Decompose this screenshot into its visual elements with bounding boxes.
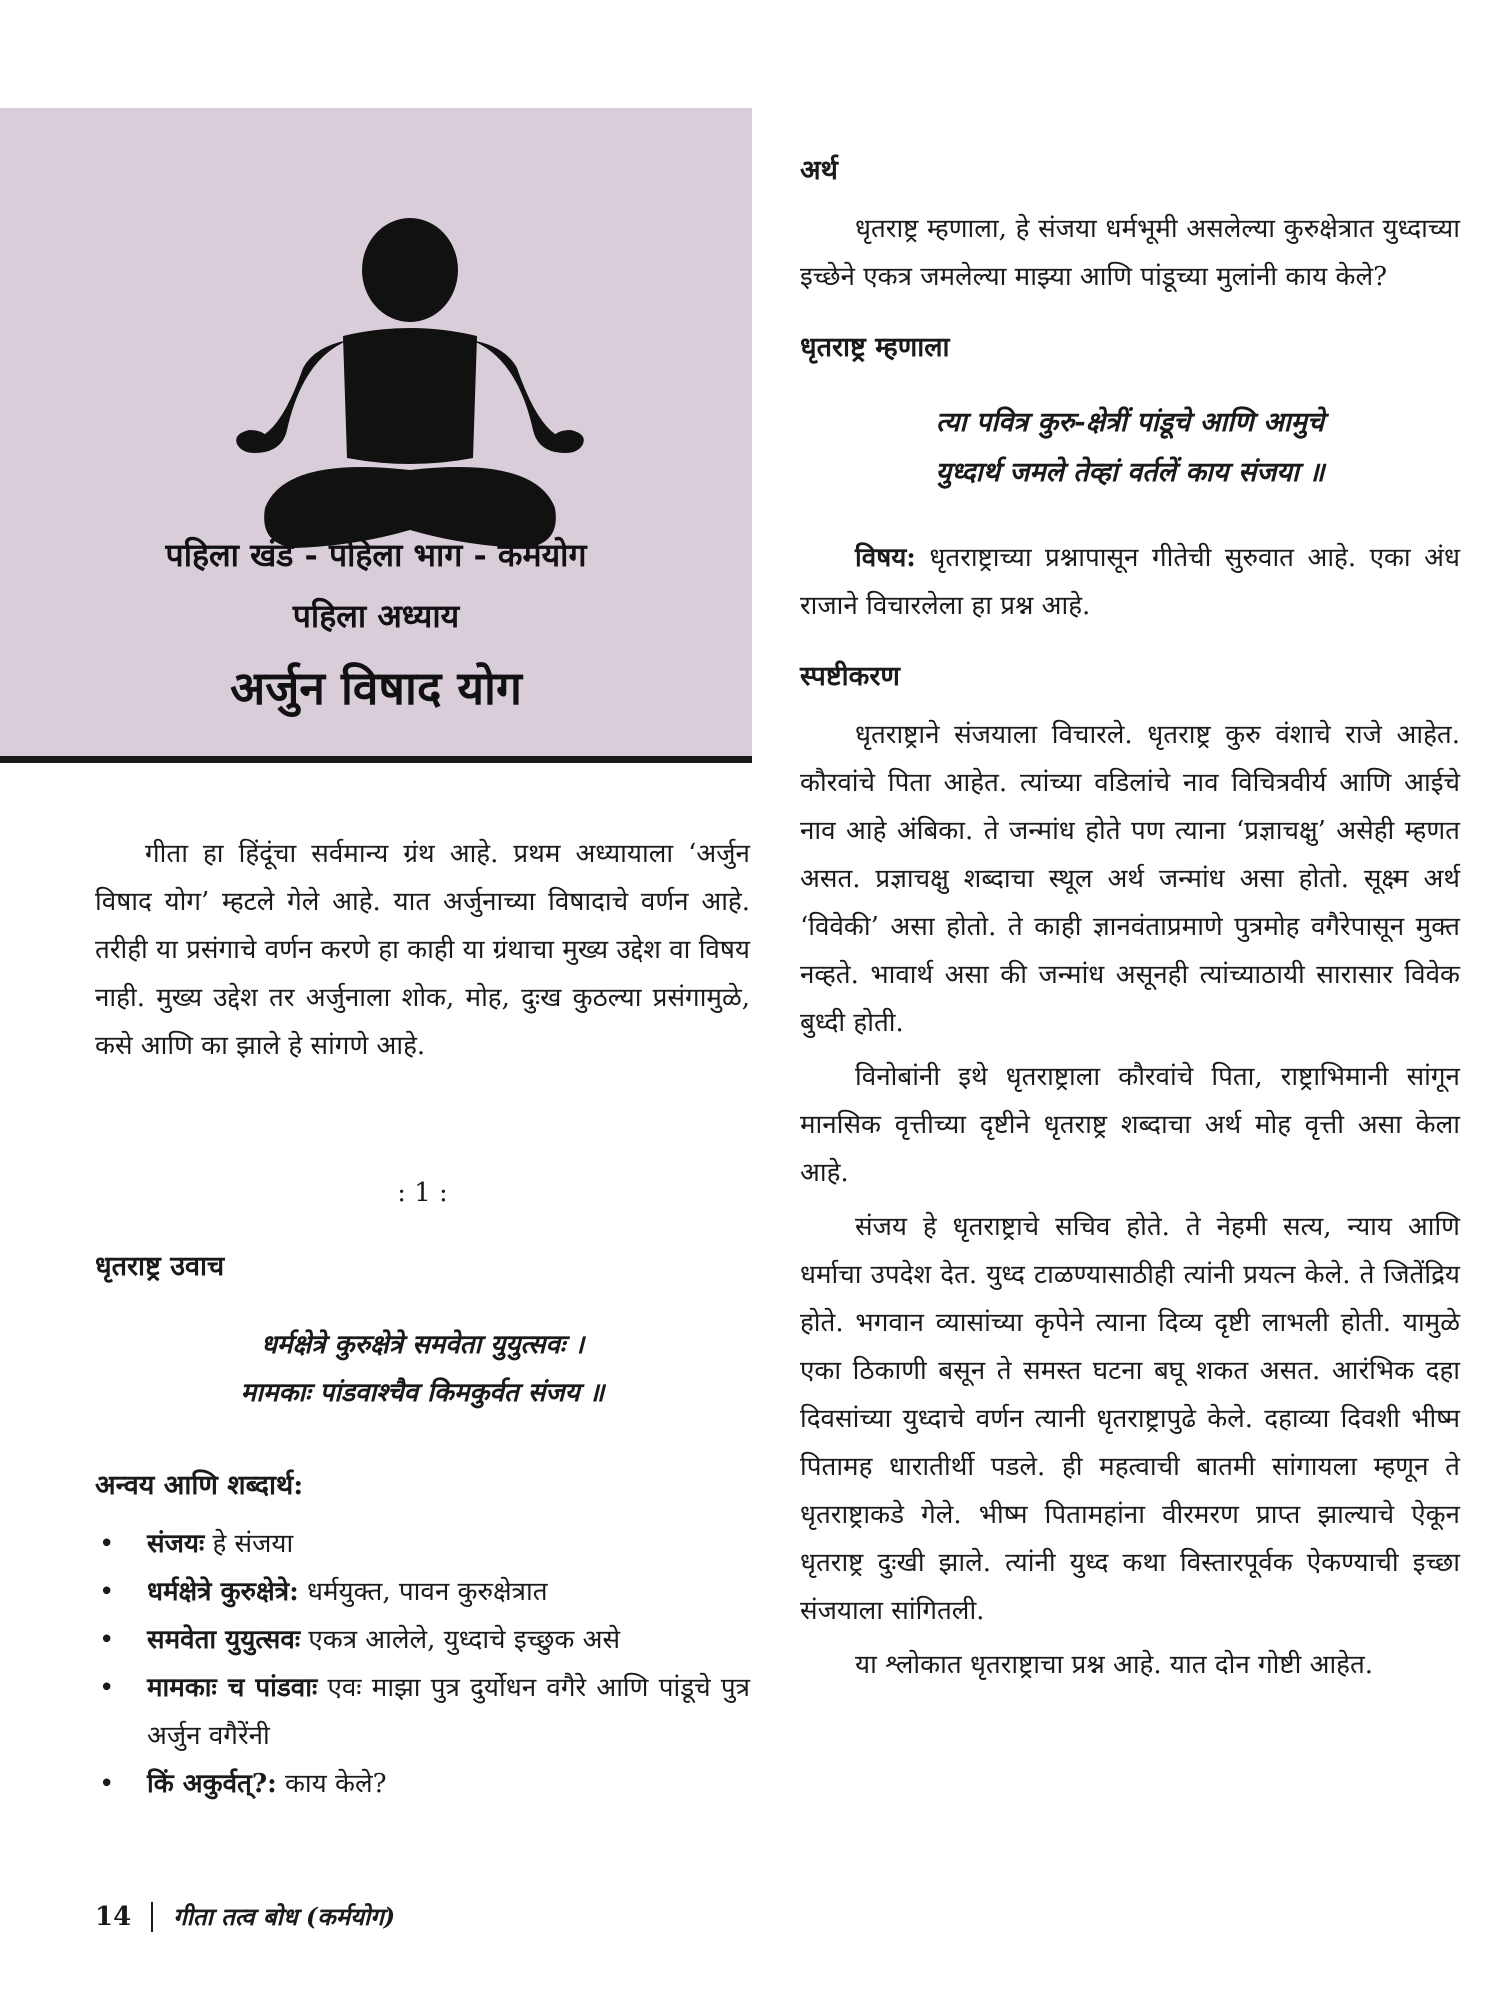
page-number: 14 xyxy=(95,1901,132,1932)
chapter-banner xyxy=(0,108,752,763)
marathi-verse-line-2: युध्दार्थ जमले तेव्हां वर्तलें काय संजया ॥ xyxy=(935,457,1325,488)
verse-number: : 1 : xyxy=(397,1178,448,1208)
meditation-figure-icon xyxy=(225,208,595,588)
list-item xyxy=(95,1520,750,1568)
footer-divider xyxy=(151,1902,153,1932)
glossary-term: धर्मक्षेत्रे कुरुक्षेत्रे: xyxy=(147,1577,299,1607)
explanation-paragraph-4: या श्लोकात धृतराष्ट्राचा प्रश्न आहे. यात दोन गोष्टी आहेत. xyxy=(855,1650,1374,1680)
explanation-paragraph-3: संजय हे धृतराष्ट्राचे सचिव होते. ते नेहमी सत्य, न्याय आणि धर्माचा उपदेश देत. युध्द टाळण्यासाठीही त्यांनी प्रयत्न केले. ते जितेंद्रिय होते. भगवान व्यासांच्या कृपेने त्याना दिव्य दृष्टी लाभली होती. यामुळे एका ठिकाणी बसून ते समस्त घटना बघू शकत असत. आरंभिक दहा दिवसांच्या युध्दाचे वर्णन त्यानी धृतराष्ट्रापुढे केले. दहाव्या दिवशी भीष्म पितामह धारातीर्थी पडले. ही महत्वाची बातमी सांगायला म्हणून ते धृतराष्ट्राकडे गेले. भीष्म पितामहांना वीरमरण प्राप्त झाल्याचे ऐकून धृतराष्ट्र दुःखी झाले. त्यांनी युध्द कथा विस्तारपूर्वक ऐकण्याची इच्छा संजयाला सांगितली. xyxy=(800,1212,1460,1626)
glossary-meaning: धर्मयुक्त, पावन कुरुक्षेत्रात xyxy=(298,1577,548,1607)
glossary-term: किं अकुर्वत्?: xyxy=(147,1769,277,1799)
glossary-list xyxy=(95,1520,750,1808)
bullet-icon: • xyxy=(99,1769,115,1799)
bullet-icon: • xyxy=(99,1625,115,1655)
speaker-heading-2: धृतराष्ट्र म्हणाला xyxy=(800,332,950,363)
right-column xyxy=(800,150,1460,1689)
glossary-term: मामकाः च पांडवाः xyxy=(147,1673,318,1703)
glossary-heading: अन्वय आणि शब्दार्थ: xyxy=(95,1470,304,1501)
speaker-heading: धृतराष्ट्र उवाच xyxy=(95,1251,225,1282)
chapter-title: अर्जुन विषाद योग xyxy=(230,661,522,715)
bullet-icon: • xyxy=(99,1577,115,1607)
list-item xyxy=(95,1664,750,1760)
subject-text: धृतराष्ट्राच्या प्रश्नापासून गीतेची सुरुवात आहे. एका अंध राजाने विचारलेला हा प्रश्न आहे. xyxy=(800,543,1460,621)
subject-label: विषय: xyxy=(855,543,916,573)
intro-paragraph xyxy=(95,830,750,1070)
glossary-term: समवेता युयुत्सवः xyxy=(147,1625,301,1655)
marathi-verse-line-1: त्या पवित्र कुरु-क्षेत्रीं पांडूचे आणि आमुचे xyxy=(936,407,1324,438)
bullet-icon: • xyxy=(99,1529,115,1559)
meaning-heading: अर्थ xyxy=(800,155,838,186)
explanation-paragraph-2: विनोबांनी इथे धृतराष्ट्राला कौरवांचे पिता, राष्ट्राभिमानी सांगून मानसिक वृत्तीच्या दृष्टीने धृतराष्ट्र शब्दाचा अर्थ मोह वृत्ती असा केला आहे. xyxy=(800,1062,1460,1188)
glossary-meaning: हे संजया xyxy=(204,1529,294,1559)
meaning-paragraph: धृतराष्ट्र म्हणाला, हे संजया धर्मभूमी असलेल्या कुरुक्षेत्रात युध्दाच्या इच्छेने एकत्र जमलेल्या माझ्या आणि पांडूच्या मुलांनी काय केले? xyxy=(800,214,1460,292)
explanation-heading: स्पष्टीकरण xyxy=(800,661,900,692)
glossary-meaning: एकत्र आलेले, युध्दाचे इच्छुक असे xyxy=(300,1625,621,1655)
list-item xyxy=(95,1568,750,1616)
sloka-line-1: धर्मक्षेत्रे कुरुक्षेत्रे समवेता युयुत्सवः । xyxy=(260,1330,585,1360)
list-item xyxy=(95,1760,750,1808)
bullet-icon: • xyxy=(99,1673,115,1703)
chapter-number: पहिला अध्याय xyxy=(292,597,460,635)
list-item xyxy=(95,1616,750,1664)
glossary-meaning: काय केले? xyxy=(276,1769,387,1799)
section-title: पहिला खंड - पहिला भाग - कर्मयोग xyxy=(165,536,587,574)
intro-text: गीता हा हिंदूंचा सर्वमान्य ग्रंथ आहे. प्रथम अध्यायाला ‘अर्जुन विषाद योग’ म्हटले गेले आहे. यात अर्जुनाच्या विषादाचे वर्णन आहे. तरीही या प्रसंगाचे वर्णन करणे हा काही या ग्रंथाचा मुख्य उद्देश वा विषय नाही. मुख्य उद्देश तर अर्जुनाला शोक, मोह, दुःख कुठल्या प्रसंगामुळे, कसे आणि का झाले हे सांगणे आहे. xyxy=(95,839,750,1061)
subject-paragraph xyxy=(800,534,1460,630)
page-footer xyxy=(95,1900,395,1933)
glossary-term: संजयः xyxy=(147,1529,205,1559)
explanation-paragraph-1: धृतराष्ट्राने संजयाला विचारले. धृतराष्ट्र कुरु वंशाचे राजे आहेत. कौरवांचे पिता आहेत. त्यांच्या वडिलांचे नाव विचित्रवीर्य आणि आईचे नाव आहे अंबिका. ते जन्मांध होते पण त्याना ‘प्रज्ञाचक्षु’ असेही म्हणत असत. प्रज्ञाचक्षु शब्दाचा स्थूल अर्थ जन्मांध असा होतो. सूक्ष्म अर्थ ‘विवेकी’ असा होतो. ते काही ज्ञानवंताप्रमाणे पुत्रमोह वगैरेपासून मुक्त नव्हते. भावार्थ असा की जन्मांध असूनही त्यांच्याठायी सारासार विवेक बुध्दी होती. xyxy=(800,720,1460,1038)
sloka-line-2: मामकाः पांडवाश्चैव किमकुर्वत संजय ॥ xyxy=(240,1378,605,1408)
glossary-meaning: एवः माझा पुत्र दुर्योधन वगैरे आणि पांडूचे पुत्र अर्जुन वगैरेंनी xyxy=(147,1673,750,1751)
book-title: गीता तत्व बोध (कर्मयोग) xyxy=(173,1902,396,1931)
